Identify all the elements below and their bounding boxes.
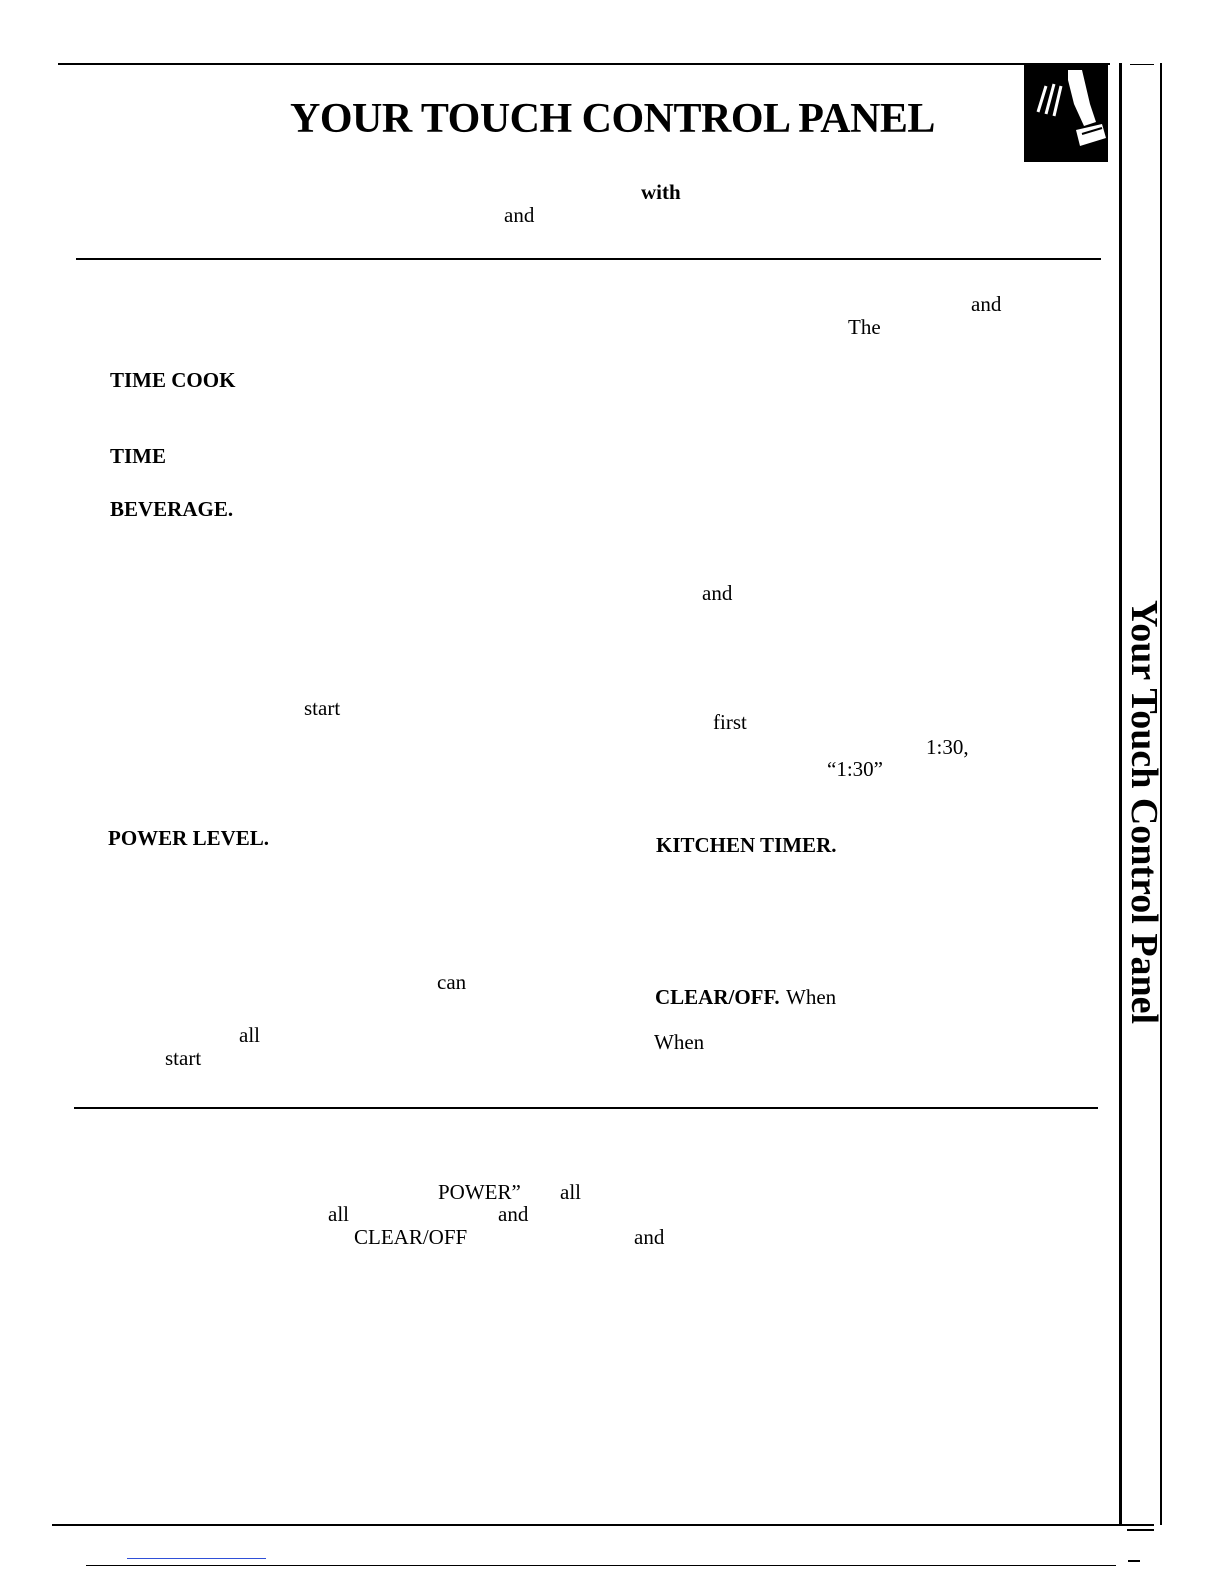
clear-off-heading: CLEAR/OFF. [655, 985, 780, 1009]
side-rule-bottom-tick [1127, 1529, 1154, 1531]
right-when-1: When [786, 985, 837, 1009]
page-title: YOUR TOUCH CONTROL PANEL [290, 96, 935, 142]
top-rule [58, 63, 1110, 65]
left-all: all [239, 1023, 260, 1047]
mid-rule [74, 1107, 1098, 1109]
footer-all-1: all [560, 1180, 581, 1204]
right-the: The [848, 315, 881, 339]
bottom-rule [52, 1524, 1154, 1526]
time-cook-heading: TIME COOK [110, 368, 236, 392]
kitchen-timer-heading: KITCHEN TIMER. [656, 833, 837, 857]
right-when-2: When [654, 1030, 705, 1054]
footer-all-2: all [328, 1202, 349, 1226]
left-start-1: start [304, 696, 341, 720]
power-level-heading: POWER LEVEL. [108, 826, 270, 850]
time-heading: TIME [110, 444, 167, 468]
left-start-2: start [165, 1046, 202, 1070]
footer-clear-off: CLEAR/OFF [354, 1225, 468, 1249]
right-time-2: “1:30” [827, 757, 883, 781]
right-and-1: and [971, 292, 1002, 316]
intro-and: and [504, 203, 535, 227]
page-bottom-mark [1128, 1560, 1140, 1562]
side-tab [1122, 600, 1166, 1025]
hand-touch-icon [1024, 64, 1108, 162]
side-title: Your Touch Control Panel [1123, 600, 1165, 1025]
intro-with: with [641, 180, 681, 204]
left-can: can [437, 970, 467, 994]
right-and-2: and [702, 581, 733, 605]
beverage-heading: BEVERAGE. [110, 497, 234, 521]
footer-and-2: and [634, 1225, 665, 1249]
side-rule-top-tick [1130, 64, 1154, 65]
link-underline [127, 1558, 266, 1559]
right-time-1: 1:30, [926, 735, 969, 759]
footer-power: POWER” [438, 1180, 521, 1204]
footer-and-1: and [498, 1202, 529, 1226]
right-first: first [713, 710, 747, 734]
page-bottom-rule [86, 1565, 1116, 1566]
header-rule [76, 258, 1101, 260]
